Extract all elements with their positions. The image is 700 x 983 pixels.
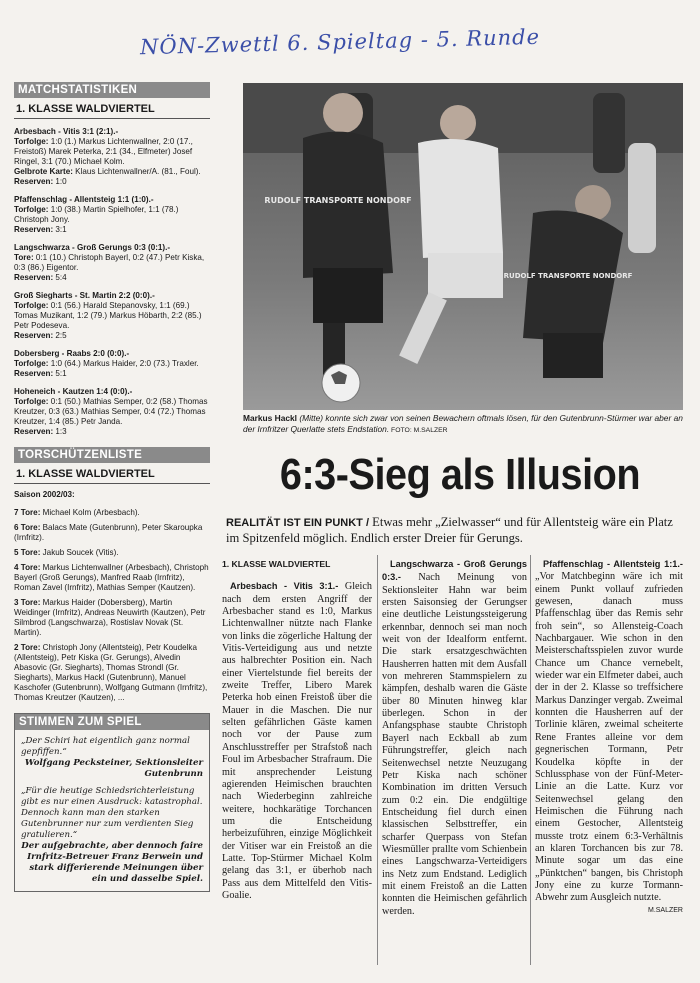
- left-sidebar: [14, 82, 210, 892]
- line-value: 0:1 (10.) Christoph Bayerl, 0:2 (47.) Petr Kiska, 0:3 (86.) Eigentor.: [14, 253, 205, 272]
- goal-count: 4 Tore:: [14, 563, 41, 572]
- quote-author: Wolfgang Pecksteiner, Sektionsleiter Gutenbrunn: [24, 758, 203, 779]
- scorer-names: Christoph Jony (Allentsteig), Petr Koudelka (Allentsteig), Petr Kiska (Gr. Gerungs), Alvedin Abasovic (Gr. Siegharts), Thomas Strondl (Gr. Siegharts), Markus Hackl (Gutenbrunn), Manuel Kaschofer (Gutenbrunn), Wolfgang Gutmann (Irnfritz), Thomas Kreutzer (Kautzen), ...: [14, 643, 208, 702]
- article-text: „Vor Matchbeginn wäre ich mit einem Punkt vollauf zufrieden gewesen, danach muss Pfaffenschlag über das Remis sehr froh sein“, so Allensteig-Coach Nachbargauer. Wie schon in den Meisterschaftsspielen zuvor wurde Chance um Chance vernebelt, wieder war ein Elfmeter dabei, auch der in der 2. Klasse so treffsichere Markus Danzinger vergab. Zweimal konnten die Hausherren auf der Torlinie klären, zweimal scheiterte Rene Frantes alleine vor dem gegnerischen Tormann, Petr Koudelka köpfte in der Schlussphase von der Fünf-Meter-Linie an die Latte. Kurz vor Seitenwechsel gelang den Heimischen die Führung nach einem Gestocher, Allentsteig musste trotz einem 6:3-Verhältnis an klaren Torchancen bis zur 78. Minute sogar um das eine „Pünktchen“ bangen, bis Christoph Jony eine zu kurze Tormann-Abwehr zum Ausgleich nutzte.: [535, 571, 683, 904]
- line-value: 0:1 (56.) Harald Stepanovsky, 1:1 (69.) Tomas Muzikant, 1:2 (79.) Markus Höbarth, 2:2 (85.) Petr Podeseva.: [14, 301, 202, 330]
- line-value: 1:0 (38.) Martin Spielhofer, 1:1 (78.) Christoph Jony.: [14, 205, 179, 224]
- match-line: [14, 177, 210, 187]
- season-label: Saison 2002/03:: [14, 490, 75, 499]
- line-label: Reserven:: [14, 225, 54, 234]
- match-title: Dobersberg - Raabs 2:0 (0:0).-: [14, 349, 130, 358]
- line-value: 3:1: [53, 225, 67, 234]
- match-head: Pfaffenschlag - Allentsteig 1:1.-: [543, 559, 683, 569]
- line-label: Torfolge:: [14, 301, 49, 310]
- goal-count: 3 Tore:: [14, 598, 41, 607]
- line-label: Reserven:: [14, 177, 54, 186]
- scorer-entry: [14, 523, 210, 543]
- photo-caption: [243, 413, 683, 436]
- deck-text: Etwas mehr „Zielwasser“ und für Allentsteig wäre ein Platz im Spitzenfeld möglich. Endlich erster Dreier für Gerungs.: [226, 515, 673, 545]
- headline: 6:3-Sieg als Illusion: [279, 450, 641, 499]
- line-value: 1:0 (64.) Markus Haider, 2:0 (73.) Traxler.: [48, 359, 199, 368]
- match-head: Arbesbach - Vitis 3:1.-: [230, 581, 339, 592]
- scorer-entry: [14, 598, 210, 638]
- line-label: Reserven:: [14, 427, 54, 436]
- line-value: 1:3: [53, 427, 67, 436]
- match-block: [14, 349, 210, 379]
- line-value: 1:0 (1.) Markus Lichtenwallner, 2:0 (17., Freistoß) Marek Peterka, 2:1 (34., Elfmeter) Josef Ringel, 3:1 (70.) Michael Kolm.: [14, 137, 193, 166]
- stats-league: 1. KLASSE WALDVIERTEL: [14, 98, 210, 119]
- line-label: Torfolge:: [14, 137, 49, 146]
- match-line: [14, 167, 210, 177]
- quote-text: „Für die heutige Schiedsrichterleistung gibt es nur einen Ausdruck: katastrophal. Dennoch kann man den starken Gutenbrunner nur zum verdienten Sieg gratulieren.“: [21, 786, 203, 840]
- deck: [226, 515, 686, 546]
- stimmen-header: STIMMEN ZUM SPIEL: [15, 714, 209, 730]
- goal-count: 2 Tore:: [14, 643, 41, 652]
- quote-text: „Der Schiri hat eigentlich ganz normal gepfiffen.“: [21, 736, 190, 757]
- scorer-names: Michael Kolm (Arbesbach).: [40, 508, 140, 517]
- match-title: Arbesbach - Vitis 3:1 (2:1).-: [14, 127, 119, 136]
- match-title: Pfaffenschlag - Allentsteig 1:1 (1:0).-: [14, 195, 154, 204]
- handwritten-note: NÖN-Zwettl 6. Spieltag - 5. Runde: [139, 24, 541, 60]
- line-label: Reserven:: [14, 369, 54, 378]
- match-line: [14, 205, 210, 225]
- match-title: Groß Siegharts - St. Martin 2:2 (0:0).-: [14, 291, 155, 300]
- article-text: Nach Meinung von Sektionsleiter Hahn war beim ersten Saisonsieg der Gerungser eine deutliche Leistungssteigerung erkennbar, dennoch sei man noch weit von der Idealform entfernt. Die stark ersatzgeschwächten Hausherren hatten mit dem Ausfall von mehreren Stammspielern zu kämpfen, deshalb waren die Gäste über 80 Minuten hinweg klar überlegen. Schon in der Anfangsphase staubte Christoph Bayerl nach Eckball ab zum Führungstreffer, gleich nach Seitenwechsel netzte Neuzugang Petr Kiska nach schöner Kombination im dritten Versuch zum 0:2 ein. Die endgültige Entscheidung fiel durch einen klassischen Selbsttreffer, ein scharfer Querpass von Stefan Wiesmüller prallte vom Schienbein eines Langschwarza-Verteidigers ins Netz zum Endstand. Lediglich mit einem Freistoß an die Latten konnten die Heimischen gefährlich werden.: [382, 572, 527, 917]
- match-title: Hoheneich - Kautzen 1:4 (0:0).-: [14, 387, 133, 396]
- scorer-names: Jakub Soucek (Vitis).: [40, 548, 119, 557]
- article-text: Gleich nach dem ersten Angriff der Arbesbacher stand es 1:0, Markus Lichtenwallner nützte nach Flanke von links die zögerliche Haltung der Vitis-Verteidigung aus und netzte aus halbrechter Position ein. Nach einer Viertelstunde fiel bereits der zweite Treffer, Libero Marek Peterka hob einen Freistoß über die Mauer in die Maschen. Die nur selten gefährlichen Gäste kamen noch vor der Pause zum Anschlusstreffer per Strafstoß nach Foul im Arbesbacher Strafraum. Die mit ansprechender Leistung agierenden Heimischen brauchten nach Wiederbeginn zahlreiche weitere, hochkarätige Torchancen um die Entscheidung herbeizuführen, einzige Möglichkeit der Vitiser war ein Freistoß an die Latte. Top-Stürmer Michael Kolm gelang das 3:1, er überhob nach Pass aus dem Mittelfeld den Vitis-Goalie.: [222, 581, 372, 901]
- scorers-league: 1. KLASSE WALDVIERTEL: [14, 463, 210, 484]
- line-value: 1:0: [53, 177, 67, 186]
- photo-credit: FOTO: M.SALZER: [389, 427, 448, 434]
- match-line: [14, 253, 210, 273]
- line-label: Reserven:: [14, 273, 54, 282]
- shirt-sponsor-left: RUDOLF TRANSPORTE NONDORF: [264, 196, 412, 205]
- match-title: Langschwarza - Groß Gerungs 0:3 (0:1).-: [14, 243, 171, 252]
- quote-author: Der aufgebrachte, aber dennoch faire Irnfritz-Betreuer Franz Berwein und stark differierende Meinungen über ein und dasselbe Spiel.: [21, 841, 203, 884]
- match-list: [14, 127, 210, 437]
- line-label: Torfolge:: [14, 205, 49, 214]
- line-label: Gelbrote Karte:: [14, 167, 73, 176]
- scorer-entry: [14, 548, 210, 558]
- scorer-names: Markus Lichtenwallner (Arbesbach), Christoph Bayerl (Groß Gerungs), Manfred Raab (Irnfritz), Roman Zavel (Irnfritz), Mathias Semper (Kautzen).: [14, 563, 209, 592]
- line-value: Klaus Lichtenwallner/A. (81., Foul).: [72, 167, 201, 176]
- stimmen-box: [14, 713, 210, 892]
- quote-1: [15, 730, 209, 780]
- line-label: Reserven:: [14, 331, 54, 340]
- author-credit: M.SALZER: [647, 906, 683, 914]
- article-column-3: [535, 558, 683, 917]
- match-photo: [243, 83, 683, 410]
- match-block: [14, 127, 210, 187]
- goal-count: 5 Tore:: [14, 548, 41, 557]
- line-label: Torfolge:: [14, 359, 49, 368]
- match-line: [14, 301, 210, 331]
- line-value: 0:1 (50.) Mathias Semper, 0:2 (58.) Thomas Kreutzer, 0:3 (63.) Mathias Semper, 0:4 (72.) Thomas Kreutzer, 1:4 (85.) Petr Janda.: [14, 397, 208, 426]
- match-head: Langschwarza - Groß Gerungs 0:3.-: [382, 559, 527, 583]
- line-value: 2:5: [53, 331, 67, 340]
- match-line: [14, 273, 210, 283]
- caption-name: Markus Hackl: [243, 413, 297, 423]
- goal-count: 7 Tore:: [14, 508, 41, 517]
- quote-2: [15, 780, 209, 885]
- scorer-entry: [14, 643, 210, 703]
- line-value: 5:1: [53, 369, 67, 378]
- line-label: Tore:: [14, 253, 34, 262]
- scorers-header: TORSCHÜTZENLISTE: [14, 447, 210, 463]
- match-block: [14, 243, 210, 283]
- article-lead: 1. KLASSE WALDVIERTEL: [222, 559, 331, 569]
- match-line: [14, 331, 210, 341]
- shirt-sponsor-right: RUDOLF TRANSPORTE NONDORF: [503, 272, 633, 280]
- match-line: [14, 225, 210, 235]
- match-line: [14, 427, 210, 437]
- deck-kicker: REALITÄT IST EIN PUNKT /: [226, 517, 369, 529]
- scorer-names: Markus Haider (Dobersberg), Martin Weidinger (Irnfritz), Andreas Neuwirth (Kautzen), Petr Silmbrod (Langschwarza), Rostislav Novak (St. Martin).: [14, 598, 206, 637]
- scorer-list: [14, 508, 210, 703]
- scorer-entry: [14, 508, 210, 518]
- photo-illustration: [243, 83, 683, 410]
- stats-header: MATCHSTATISTIKEN: [14, 82, 210, 98]
- goal-count: 6 Tore:: [14, 523, 41, 532]
- match-block: [14, 387, 210, 437]
- match-line: [14, 137, 210, 167]
- article-column-1: [222, 558, 372, 902]
- match-block: [14, 291, 210, 341]
- match-line: [14, 359, 210, 369]
- line-value: 5:4: [53, 273, 67, 282]
- line-label: Torfolge:: [14, 397, 49, 406]
- match-block: [14, 195, 210, 235]
- match-line: [14, 369, 210, 379]
- article-column-2: [382, 558, 527, 918]
- scorer-entry: [14, 563, 210, 593]
- caption-text: (Mitte) konnte sich zwar von seinen Bewachern oftmals lösen, für den Gutenbrunn-Stürmer war aber an der Irnfritzer Querlatte stets Endstation.: [243, 413, 683, 434]
- match-line: [14, 397, 210, 427]
- scorer-names: Balacs Mate (Gutenbrunn), Peter Skaroupka (Irnfritz).: [14, 523, 203, 542]
